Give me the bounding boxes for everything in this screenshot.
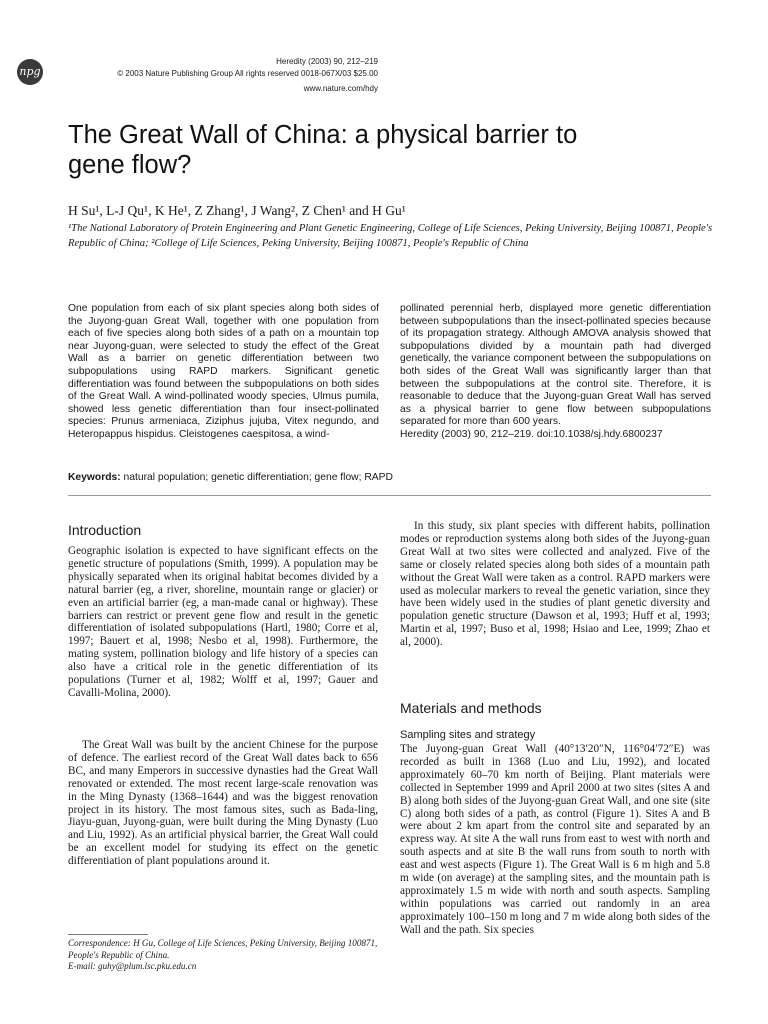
methods-subheading: Sampling sites and strategy: [400, 729, 536, 741]
methods-paragraph-1: The Juyong-guan Great Wall (40°13′20″N, 116°04′72″E) was recorded as built in 1368 (Luo and Liu, 1992), and located approximately 60–70 km north of Beijing. Plant materials were collected in September 1999 and April 2000 at two sites (sites A and B) along both sides of the Juyong-guan Great Wall, and one site (site C) along both sides of a path, as control (Figure 1). Sites A and B were about 2 km apart from the control site and separated by an express way. At site A the wall runs from east to west with north and south aspects and at site B the wall runs from south to north with east and west aspects (Figure 1). The Great Wall is 6 m high and 5.8 m wide (on average) at the sampling sites, and the mountain path is approximately 1.5 m wide with north and south aspects. Sampling within populations was carried out randomly in an area approximately 100–150 m long and 7 m wide along both sides of the Wall and the path. Six species: [400, 743, 710, 936]
abstract-citation: Heredity (2003) 90, 212–219. doi:10.1038/sj.hdy.6800237: [400, 428, 663, 440]
correspondence-address: Correspondence: H Gu, College of Life Sciences, Peking University, Beijing 100871, People's Republic of China.: [68, 938, 378, 960]
keywords-label: Keywords:: [68, 472, 121, 483]
keywords: [68, 472, 393, 483]
title-line-2: gene flow?: [68, 151, 192, 179]
intro-paragraph-1: Geographic isolation is expected to have significant effects on the genetic structure of populations (Smith, 1999). A population may be physically separated when its original habitat becomes divided by a natural barrier (eg, a river, shoreline, mountain range or glacier) or even an artificial barrier (eg, a man-made canal or highway). These barriers can restrict or prevent gene flow and result in the genetic differentiation of isolated subpopulations (Hartl, 1980; Corre et al, 1997; Bauert et al, 1998; Nesbo et al, 1998). Furthermore, the mating system, pollination biology and life history of a species can also have a critical role in the genetic differentiation of its populations (Turner et al, 1982; Wolff et al, 1997; Gauer and Cavalli-Molina, 2000).: [68, 545, 378, 699]
methods-heading: Materials and methods: [400, 700, 542, 716]
correspondence-email: E-mail: guhy@plum.lsc.pku.edu.cn: [68, 961, 197, 971]
abstract-right-text: pollinated perennial herb, displayed more genetic differentiation between subpopulations than the insect-pollinated species because of its propagation strategy. Although AMOVA analysis showed that subpopulations divided by a mountain path had diverged genetically, the variance component between the subpopulations on both sides of the Great Wall was significantly larger than that between the subpopulations at the control site. Therefore, it is reasonable to deduce that the Juyong-guan Great Wall has served as a physical barrier to gene flow between subpopulations separated for more than 600 years.: [400, 303, 711, 428]
affiliations: ¹The National Laboratory of Protein Engineering and Plant Genetic Engineering, College of Life Sciences, Peking University, Beijing 100871, People's Republic of China; ²College of Life Sciences, Peking University, Beijing 100871, People's Republic of China: [68, 223, 713, 249]
journal-line: Heredity (2003) 90, 212–219: [276, 57, 378, 66]
footnote-rule: [68, 934, 148, 935]
npg-logo: npg: [17, 59, 43, 85]
abstract-left-column: One population from each of six plant species along both sides of the Juyong-guan Great Wall, together with one population from each of five species along both sides of a path on a mountain top near Juyong-guan, were selected to study the effect of the Great Wall as a barrier on genetic differentiation between two subpopulations using RAPD markers. Significant genetic differentiation was found between the subpopulations on both sides of the Great Wall. A wind-pollinated woody species, Ulmus pumila, showed less genetic differentiation than four insect-pollinated species: Prunus armeniaca, Ziziphus jujuba, Vitex negundo, and Heteropappus hispidus. Cleistogenes caespitosa, a wind-: [68, 303, 379, 440]
section-divider: [68, 495, 711, 496]
intro-paragraph-2: The Great Wall was built by the ancient Chinese for the purpose of defence. The earliest record of the Great Wall dates back to 656 BC, and many Emperors in successive dynasties had the Great Wall renovated or extended. The most recent large-scale renovation was in the Ming Dynasty (1368–1644) and was the biggest renovation project in its history. The most famous sites, such as Bada-ling, Jiayu-guan, Juyong-guan, were built during the Ming Dynasty (Luo and Liu, 1992). As an artificial physical barrier, the Great Wall could be an excellent model for studying its effect on the genetic differentiation of plant populations around it.: [68, 739, 378, 868]
copyright-line: © 2003 Nature Publishing Group All rights reserved 0018-067X/03 $25.00: [117, 69, 378, 78]
title-line-1: The Great Wall of China: a physical barrier to: [68, 121, 578, 149]
correspondence-footnote: [68, 938, 378, 973]
article-title: [68, 120, 708, 180]
author-list: H Su¹, L-J Qu¹, K He¹, Z Zhang¹, J Wang², Z Chen¹ and H Gu¹: [68, 203, 406, 218]
intro-paragraph-3: In this study, six plant species with different habits, pollination modes or reproduction systems along both sides of the Juyong-guan Great Wall at two sites were collected and analyzed. Five of the same or closely related species along both sides of a mountain path without the Great Wall were taken as a control. RAPD markers were used as molecular markers to reveal the genetic variation, since they have been widely used in the studies of plant genetic diversity and population genetic structure (Dawson et al, 1993; Huff et al, 1993; Martin et al, 1997; Buso et al, 1998; Hsiao and Lee, 1999; Zhao et al, 2000).: [400, 520, 710, 649]
keywords-text: natural population; genetic differentiation; gene flow; RAPD: [123, 472, 393, 483]
introduction-heading: Introduction: [68, 522, 142, 538]
journal-url: www.nature.com/hdy: [303, 84, 378, 93]
abstract-right-column: [400, 303, 711, 442]
